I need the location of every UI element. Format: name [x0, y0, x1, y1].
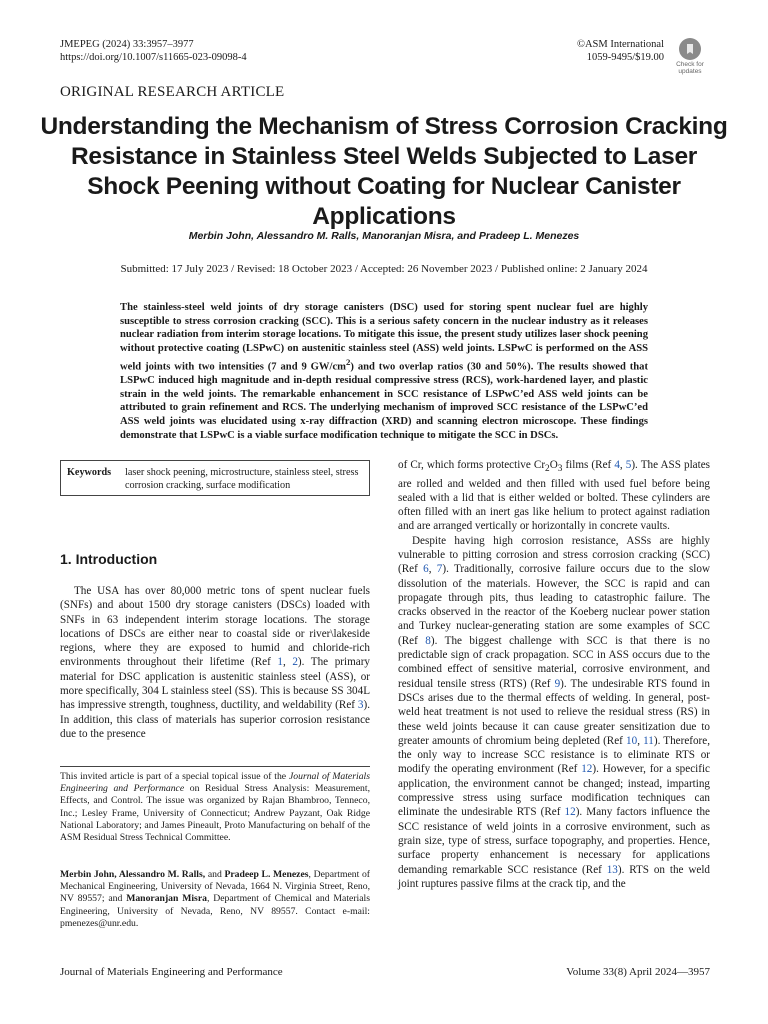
footer-volume-page: Volume 33(8) April 2024—3957 — [566, 966, 710, 978]
keywords-box — [60, 460, 370, 496]
intro-paragraph-continued: of Cr, which forms protective $Cr_2O_3$ films (Ref 4, 5). The ASS plates are rolled and welded and then filled with used fuel before being sealed with a lid that is either welded or bolted. These cylinders are often filled with an inert gas like helium to protect against radiation and are arranged vertically or horizontally in concrete vaults. — [398, 459, 710, 533]
publication-dates: Submitted: 17 July 2023 / Revised: 18 October 2023 / Accepted: 26 November 2023 / Published online: 2 January 2024 — [120, 263, 648, 275]
footnote-special-issue: This invited article is part of a special topical issue of the Journal of Materials Engineering and Performance on Residual Stress Analysis: Measurement, Effects, and Control. The issue was organized by Rajan Bhambroo, Tenneco, Inc.; Lesley Frame, University of Connecticut; Andrew Payzant, Oak Ridge National Laboratory; and James Pineault, Proto Manufacturing on behalf of the ASM Residual Stress Technical Committee. — [60, 771, 370, 844]
footer-journal: Journal of Materials Engineering and Performance — [60, 966, 283, 978]
section-heading-introduction: 1. Introduction — [60, 551, 158, 567]
ref-link[interactable]: 7 — [436, 563, 443, 576]
footnote-divider — [60, 766, 370, 767]
ref-link[interactable]: 3 — [357, 699, 364, 712]
check-for-updates-icon — [679, 38, 701, 60]
journal-citation: JMEPEG (2024) 33:3957–3977 — [60, 39, 194, 50]
ref-link[interactable]: 4 — [614, 459, 620, 471]
paper-title: Understanding the Mechanism of Stress Corrosion Cracking Resistance in Stainless Steel Welds Subjected to Laser Shock Peening without Coating for Nuclear Canister Applications — [40, 113, 728, 230]
ref-link[interactable]: 1 — [277, 656, 283, 669]
ref-link[interactable]: 9 — [554, 677, 561, 690]
footnote-affiliations: Merbin John, Alessandro M. Ralls, and Pradeep L. Menezes, Department of Mechanical Engineering, University of Nevada, 1664 N. Virginia Street, Reno, NV 89557; and Manoranjan Misra, Department of Chemical and Materials Engineering, University of Nevada, Reno, NV 89557. Contact e-mail: pmenezes@unr.edu. — [60, 869, 371, 929]
ref-link[interactable]: 12 — [564, 806, 576, 819]
ref-link[interactable]: 6 — [423, 563, 429, 576]
abstract: The stainless-steel weld joints of dry storage canisters (DSC) used for storing spent nuclear fuel are highly susceptible to stress corrosion cracking (SCC). This is a serious safety concern in the nuclear industry as it releases nuclear radiation from interim storage locations. To mitigate this issue, the present study utilizes laser shock peening without protective coating (LSPwC) on austenitic stainless steel (ASS) weld joints. LSPwC is performed on the ASS weld joints with two intensities (7 and 9 $GW/cm^2$) and two overlap ratios (30 and 50%). The results showed that LSPwC induced high magnitude and in-depth residual compressive stress (RCS), work-hardened layer, and plastic strain in the weld joints. The remarkable enhancement in SCC resistance of LSPwC’ed ASS weld joints can be attributed to grain refinement and RCS. The underlying mechanism of improved SCC resistance of the LSPwC’ed ASS weld joints was elucidated using x-ray diffraction (XRD) and scanning electron microscope. These findings demonstrate that LSPwC is a viable surface modification technique to mitigate the SCC in DSCs. — [120, 302, 649, 441]
check-for-updates-badge[interactable] — [672, 38, 708, 76]
ref-link[interactable]: 2 — [292, 656, 298, 669]
keywords-label: Keywords — [67, 467, 112, 478]
right-column — [398, 458, 710, 891]
issn-price: 1059-9495/$19.00 — [586, 52, 664, 63]
intro-paragraph-1: The USA has over 80,000 metric tons of spent nuclear fuels (SNFs) and about 1500 dry storage canisters (DSCs) loaded with SNFs in 63 independent interim storage locations. The storage locations of DSCs are either near to coastal side or river\lakeside regions, where they are exposed to humid and chloride-rich environments throughout their lifetime (Ref 1, 2). The primary material for DSC application is austenitic stainless steel (ASS), or more specifically, 304 L stainless steel (SS). This is because SS 304L has impressive strength, toughness, ductility, and weldability (Ref 3). In addition, this class of materials has superior corrosion resistance due to the presence — [60, 585, 370, 740]
author-list: Merbin John, Alessandro M. Ralls, Manoranjan Misra, and Pradeep L. Menezes — [188, 230, 580, 242]
badge-label: Check for updates — [676, 61, 704, 75]
ref-link[interactable]: 5 — [625, 459, 632, 471]
doi-link[interactable]: https://doi.org/10.1007/s11665-023-09098-4 — [60, 52, 247, 63]
journal-header — [60, 38, 247, 64]
keywords-text: laser shock peening, microstructure, stainless steel, stress corrosion cracking, surface modification — [125, 467, 359, 491]
ref-link[interactable]: 11 — [643, 734, 654, 747]
intro-paragraph-2: Despite having high corrosion resistance, ASSs are highly vulnerable to pitting corrosion and stress corrosion cracking (SCC) (Ref 6, 7). Traditionally, corrosive failure occurs due to the slow dissolution of the materials. However, the SCC is rapid and can propagate through pits, thus leading to catastrophic failure. The cracks observed in the reactor of the Koeberg nuclear power station and Turkey nuclear-generating station are some examples of SCC (Ref 8). The biggest challenge with SCC is that there is no predictable sign of crack propagation. SCC in ASS occurs due to the combined effect of sensitive material, corrosive environment, and residual tensile stress (RTS) (Ref 9). The undesirable RTS found in DSCs arises due to the thermal effects of welding. In general, post-weld heat treatment is not used to relieve the residual stress (RS) in these weld joints because it can cause greater sensitization due to greater amounts of chromium being depleted (Ref 10, 11). Therefore, the only way to increase SCC resistance is to eliminate RTS or modify the operating environment (Ref 12). However, for a specific application, the environment cannot be changed; instead, imparting compressive stress using surface modification techniques can eliminate the undesirable RTS (Ref 12). Many factors influence the SCC resistance of weld joints in a corrosive environment, such as grain size, type of stress, surface topography, and properties. Hence, surface property enhancement is necessary for applications demanding remarkable SCC resistance (Ref 13). RTS on the weld joint ruptures passive films at the crack tip, and the — [398, 534, 710, 890]
ref-link[interactable]: 8 — [425, 634, 431, 647]
copyright: ©ASM International — [576, 39, 664, 50]
left-column — [60, 584, 370, 741]
ref-link[interactable]: 13 — [606, 863, 618, 876]
ref-link[interactable]: 12 — [581, 763, 593, 776]
ref-link[interactable]: 10 — [626, 734, 638, 747]
publisher-header — [577, 38, 664, 64]
article-type: ORIGINAL RESEARCH ARTICLE — [60, 84, 285, 100]
